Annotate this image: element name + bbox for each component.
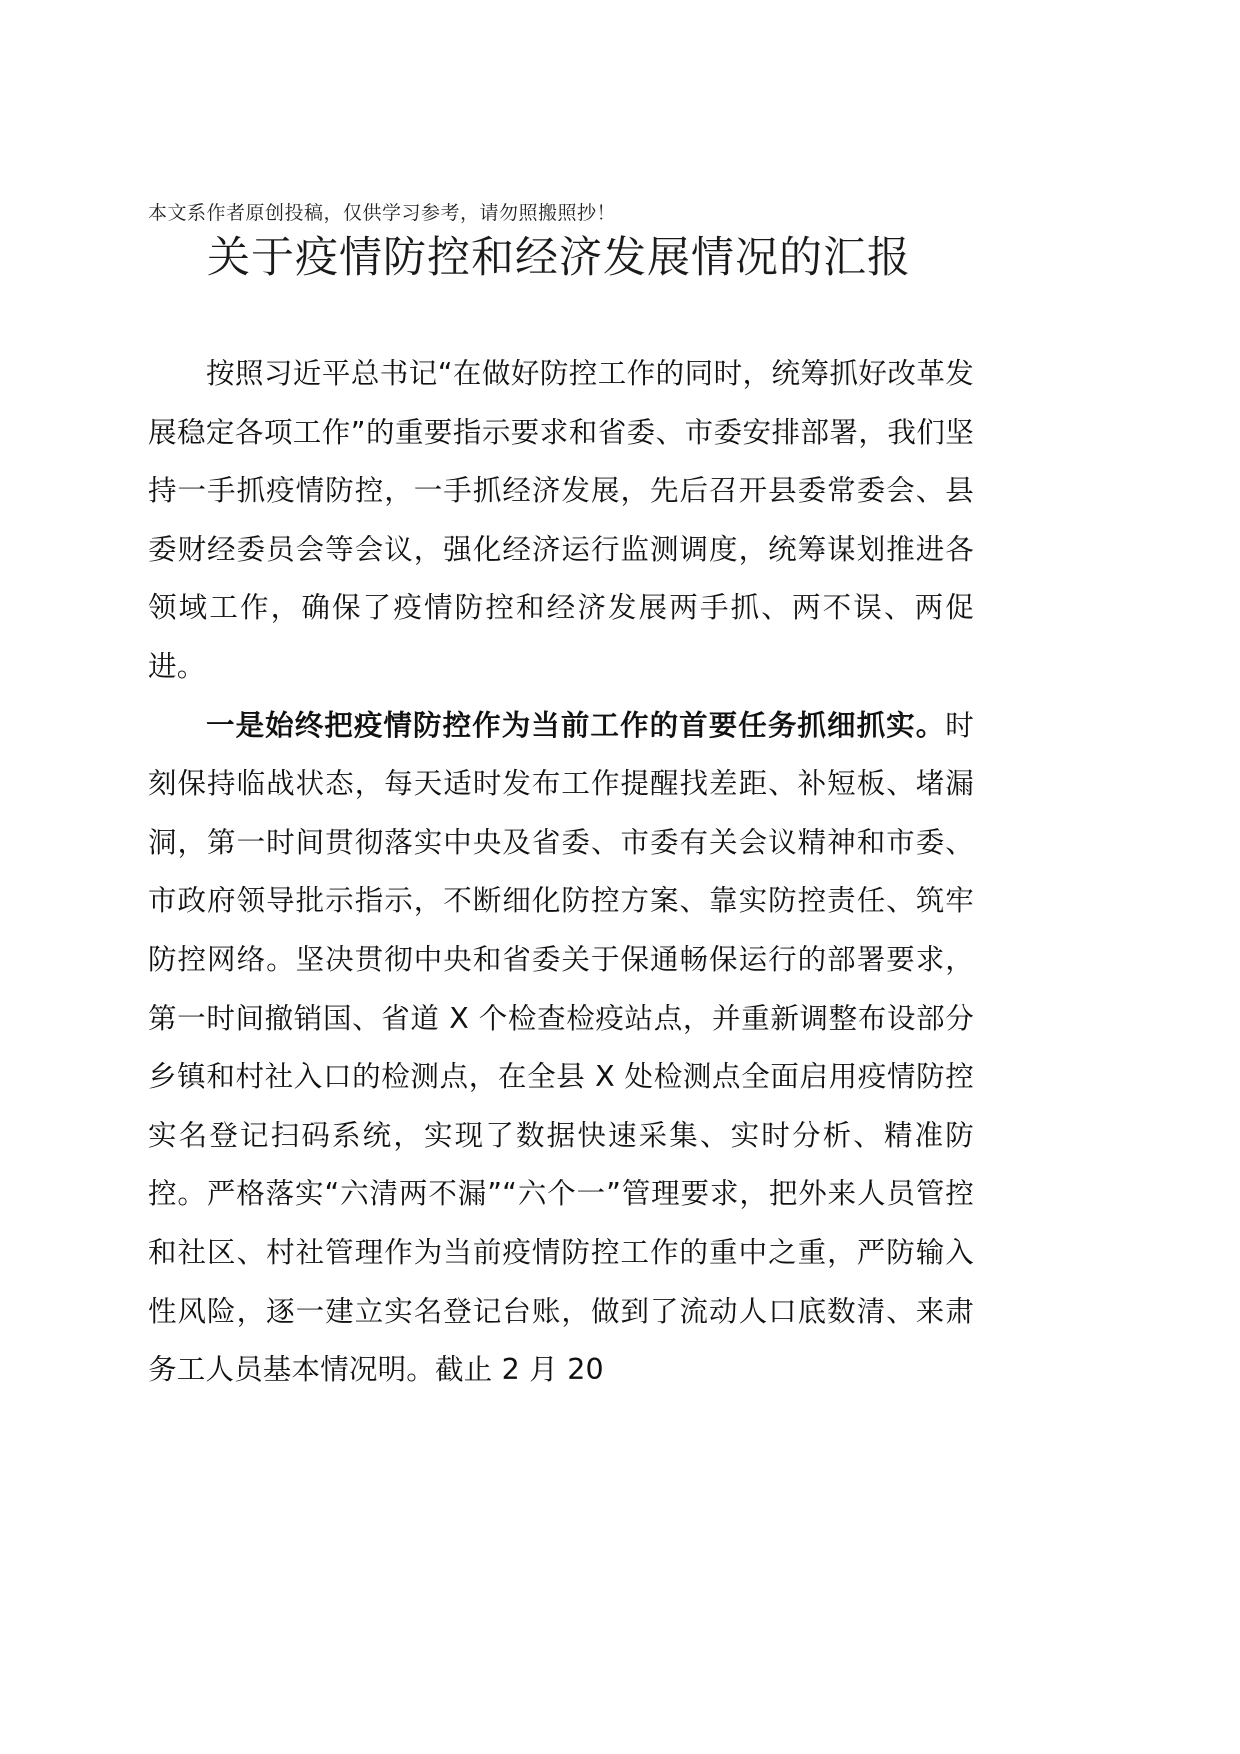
paragraph-text: 按照习近平总书记“在做好防控工作的同时，统筹抓好改革发展稳定各项工作”的重要指示要求和省委、市委安排部署，我们坚持一手抓疫情防控，一手抓经济发展，先后召开县委常委会、县委财经委员会等会议，强化经济运行监测调度，统筹谋划推进各领域工作，确保了疫情防控和经济发展两手抓、两不误、两促进。 [148, 357, 974, 683]
paragraph-point-one [148, 697, 974, 1400]
document-body [148, 345, 974, 1400]
document-title: 关于疫情防控和经济发展情况的汇报 [207, 233, 911, 283]
copyright-notice: 本文系作者原创投稿，仅供学习参考，请勿照搬照抄！ [148, 202, 617, 224]
paragraph-intro [148, 345, 974, 697]
paragraph-lead-heading: 一是始终把疫情防控作为当前工作的首要任务抓细抓实。 [206, 708, 946, 742]
paragraph-text: 时刻保持临战状态，每天适时发布工作提醒找差距、补短板、堵漏洞，第一时间贯彻落实中央及省委、市委有关会议精神和市委、市政府领导批示指示，不断细化防控方案、靠实防控责任、筑牢防控网络。坚决贯彻中央和省委关于保通畅保运行的部署要求，第一时间撤销国、省道 X 个检查检疫站点，并重新调整布设部分乡镇和村社入口的检测点，在全县 X 处检测点全面启用疫情防控实名登记扫码系统，实现了数据快速采集、实时分析、精准防控。严格落实“六清两不漏”“六个一”管理要求，把外来人员管控和社区、村社管理作为当前疫情防控工作的重中之重，严防输入性风险，逐一建立实名登记台账，做到了流动人口底数清、来肃务工人员基本情况明。截止 2 月 20 [148, 708, 974, 1387]
